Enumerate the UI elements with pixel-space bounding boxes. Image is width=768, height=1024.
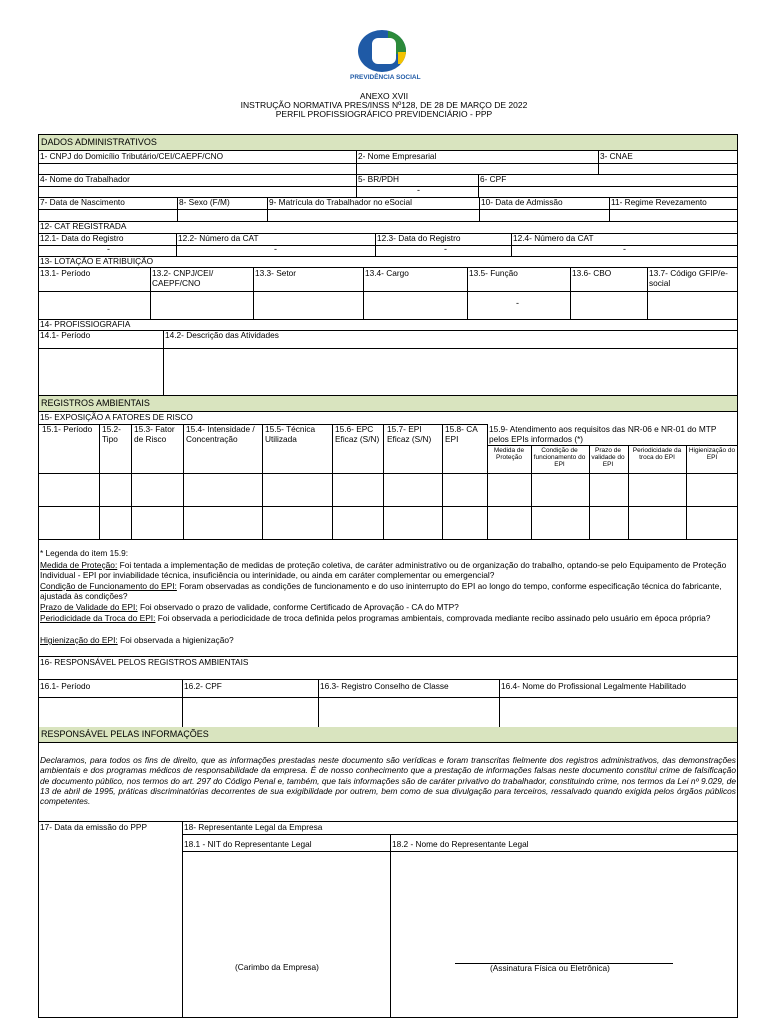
label-cpf: 6- CPF <box>480 174 507 184</box>
label-activity-description: 14.2- Descrição das Atividades <box>165 330 279 340</box>
placeholder-cat-2: - <box>274 244 277 254</box>
label-br-pdh: 5- BR/PDH <box>358 174 400 184</box>
label-env-period: 16.1- Período <box>40 681 91 691</box>
ppp-form <box>38 134 738 1018</box>
label-risk-factor: 15.3- Fator de Risco <box>134 424 175 444</box>
annex-title: ANEXO XVII <box>359 91 409 101</box>
label-cat-number-1: 12.2- Número da CAT <box>178 233 259 243</box>
label-esocial-registration: 9- Matrícula do Trabalhador no eSocial <box>269 197 412 207</box>
label-legal-representative: 18- Representante Legal da Empresa <box>184 822 323 832</box>
label-ca-epi: 15.8- CA EPI <box>445 424 478 444</box>
placeholder-cat-1: - <box>107 244 110 254</box>
legend-title: * Legenda do item 15.9: <box>40 548 129 558</box>
legend-item-a: Medida de Proteção: Foi tentada a implementação de medidas de proteção coletiva, de caráter administrativo ou de organização do trabalho, optando-se pelo Equipamento de Proteção Individual - EPI por inviabilidade técnica, insuficiência ou interinidade, ou ainda em caráter complementar ou emergencial? <box>40 560 727 581</box>
label-admission-date: 10- Data de Admissão <box>481 197 563 207</box>
label-epc-effective: 15.6- EPC Eficaz (S/N) <box>335 424 380 444</box>
label-position: 13.4- Cargo <box>365 268 409 278</box>
label-cat-reg-date-2: 12.3- Data do Registro <box>377 233 461 243</box>
label-epi-effective: 15.7- EPI Eficaz (S/N) <box>387 424 432 444</box>
label-council-registration: 16.3- Registro Conselho de Classe <box>320 681 449 691</box>
label-risk-type: 15.2- Tipo <box>102 424 121 444</box>
label-representative-nit: 18.1 - NIT do Representante Legal <box>184 839 312 849</box>
stamp-label: (Carimbo da Empresa) <box>235 962 319 972</box>
label-allocation-cnpj: 13.2- CNPJ/CEI/ CAEPF/CNO <box>152 268 214 288</box>
placeholder-br-pdh: - <box>417 185 420 195</box>
label-birth-date: 7- Data de Nascimento <box>40 197 125 207</box>
label-epi-replacement: Periodicidade da troca do EPI <box>632 447 682 462</box>
label-cbo: 13.6- CBO <box>572 268 612 278</box>
label-cat-reg-date-1: 12.1- Data do Registro <box>40 233 124 243</box>
label-allocation-period: 13.1- Período <box>40 268 91 278</box>
legend-item-c: Prazo de Validade do EPI: Foi observado o prazo de validade, conforme Certificado de Aprovação - CA do MTP? <box>40 602 459 612</box>
label-allocation: 13- LOTAÇÃO E ATRIBUIÇÃO <box>40 256 154 266</box>
label-shift-regime: 11- Regime Revezamento <box>611 197 707 207</box>
label-epi-validity: Prazo de validade do EPI <box>591 447 625 469</box>
label-intensity: 15.4- Intensidade / Concentração <box>186 424 255 444</box>
label-gfip-code: 13.7- Código GFIP/e-social <box>649 268 728 288</box>
label-env-cpf: 16.2- CPF <box>184 681 222 691</box>
label-worker-name: 4- Nome do Trabalhador <box>40 174 130 184</box>
label-epi-condition: Condição de funcionamento do EPI <box>533 447 586 469</box>
label-sector: 13.3- Setor <box>255 268 297 278</box>
label-professiography: 14- PROFISSIOGRAFIA <box>40 319 131 329</box>
label-risk-period: 15.1- Período <box>42 424 93 434</box>
previdencia-social-logo <box>350 30 430 90</box>
logo-name: PREVIDÊNCIA SOCIAL <box>350 74 421 81</box>
label-cat-number-2: 12.4- Número da CAT <box>513 233 594 243</box>
label-epi-hygiene: Higienização do EPI <box>688 447 736 462</box>
label-cnae: 3- CNAE <box>600 151 633 161</box>
label-sex: 8- Sexo (F/M) <box>179 197 230 207</box>
label-representative-name: 18.2 - Nome do Representante Legal <box>392 839 529 849</box>
legend-item-d: Periodicidade da Troca do EPI: Foi observada a periodicidade de troca definida pelos programas ambientais, comprovada mediante recibo assinado pelo usuário em época própria? <box>40 613 711 623</box>
label-function: 13.5- Função <box>469 268 518 278</box>
section-responsible: RESPONSÁVEL PELAS INFORMAÇÕES <box>39 727 737 743</box>
label-cat: 12- CAT REGISTRADA <box>40 221 127 231</box>
legend-item-e: Higienização do EPI: Foi observada a higienização? <box>40 635 234 645</box>
logo-globe-icon <box>358 30 406 72</box>
label-issue-date: 17- Data da emissão do PPP <box>40 822 147 832</box>
label-env-responsible: 16- RESPONSÁVEL PELOS REGISTROS AMBIENTAIS <box>40 657 249 667</box>
declaration-text: Declaramos, para todos os fins de direito, que as informações prestadas neste documento são verídicas e foram transcritas fielmente dos registros administrativos, das demonstrações ambientais e dos programas médicos de responsabilidade da empresa. É de nosso conhecimento que a prestação de informações falsas neste documento constitui crime de falsificação de documento público, nos termos do art. 297 do Código Penal e, também, que tais informações são de caráter privativo do trabalhador, constituindo crime, nos termos da Lei nº 9.029, de 13 de abril de 1995, práticas discriminatórias decorrentes de sua exigibilidade por outrem, bem como de sua divulgação para terceiros, ressalvado quando exigida pelos órgãos públicos competentes. <box>40 755 736 807</box>
signature-label: (Assinatura Física ou Eletrônica) <box>490 963 610 973</box>
placeholder-function: - <box>516 298 519 308</box>
normative-title: INSTRUÇÃO NORMATIVA PRES/INSS Nº128, DE 28 DE MARÇO DE 2022 <box>240 100 528 110</box>
label-cnpj: 1- CNPJ do Domicílio Tributário/CEI/CAEPF/CNO <box>40 151 224 161</box>
section-admin: DADOS ADMINISTRATIVOS <box>39 135 737 151</box>
label-professional-name: 16.4- Nome do Profissional Legalmente Habilitado <box>501 681 686 691</box>
placeholder-cat-4: - <box>623 244 626 254</box>
placeholder-cat-3: - <box>444 244 447 254</box>
label-technique: 15.5- Técnica Utilizada <box>265 424 316 444</box>
form-title: PERFIL PROFISSIOGRÁFICO PREVIDENCIÁRIO - PPP <box>275 109 493 119</box>
label-company-name: 2- Nome Empresarial <box>358 151 437 161</box>
section-environment: REGISTROS AMBIENTAIS <box>39 395 737 412</box>
legend-item-b: Condição de Funcionamento do EPI: Foram observadas as condições de funcionamento e do uso ininterrupto do EPI ao longo do tempo, conforme especificação técnica do fabricante, ajustada às condições? <box>40 581 722 602</box>
label-protection-measure: Medida de Proteção <box>493 447 525 462</box>
label-epi-requirements: 15.9- Atendimento aos requisitos das NR-06 e NR-01 do MTP pelos EPIs informados (*) <box>489 424 717 444</box>
label-activity-period: 14.1- Período <box>40 330 91 340</box>
label-risk-exposure: 15- EXPOSIÇÃO A FATORES DE RISCO <box>40 412 193 422</box>
